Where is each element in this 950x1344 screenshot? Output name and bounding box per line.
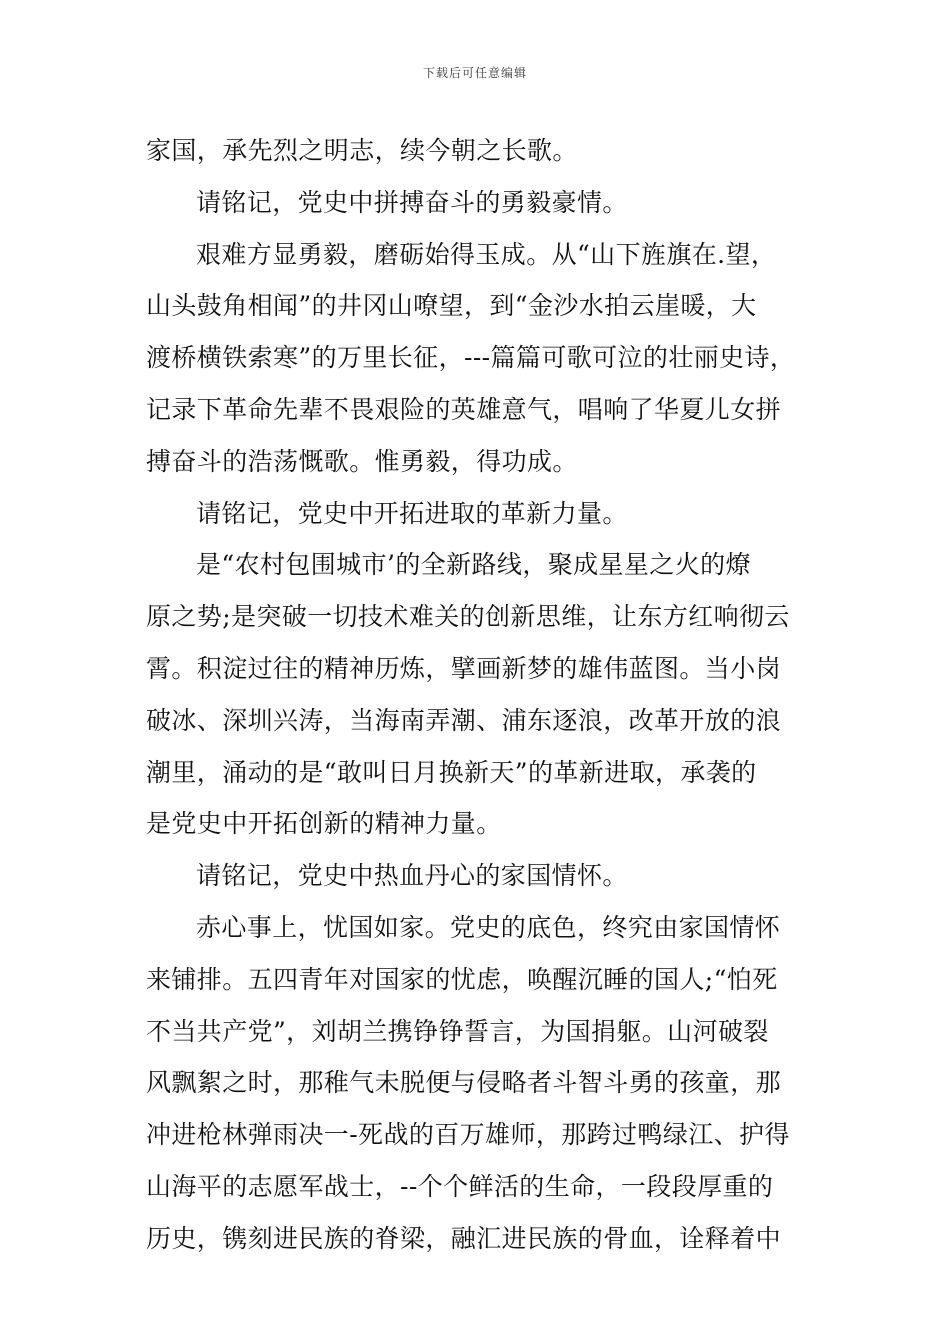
text-line: 冲进枪林弹雨决一-死战的百万雄师，那跨过鸭绿江、护得 — [146, 1120, 790, 1150]
text-line: 搏奋斗的浩荡慨歌。惟勇毅，得功成。 — [146, 446, 578, 476]
page-header: 下载后可任意编辑 — [422, 66, 527, 80]
document-body — [146, 125, 818, 1265]
text-line: 记录下革命先辈不畏艰险的英雄意气，唱响了华夏儿女拼 — [146, 394, 782, 424]
text-line: 赤心事上，忧国如家。党史的底色，终究由家国情怀 — [196, 912, 781, 942]
text-line: 是“农村包围城市’的全新路线，聚成星星之火的燎 — [196, 550, 751, 580]
text-line: 霄。积淀过往的精神历炼，擘画新梦的雄伟蓝图。当小岗 — [146, 653, 782, 683]
text-line: 潮里，涌动的是“敢叫日月换新天”的革新进取，承袭的 — [146, 757, 757, 787]
text-line: 是党史中开拓创新的精神力量。 — [146, 809, 502, 839]
text-line: 艰难方显勇毅，磨砺始得玉成。从“山下旌旗在.望， — [196, 239, 777, 269]
text-line: 渡桥横铁索寒”的万里长征，---篇篇可歌可泣的壮丽史诗， — [146, 343, 796, 373]
text-line: 破冰、深圳兴涛，当海南弄潮、浦东逐浪，改革开放的浪 — [146, 705, 782, 735]
text-line: 原之势;是突破一切技术难关的创新思维，让东方红响彻云 — [146, 602, 790, 632]
text-line: 请铭记，党史中开拓进取的革新力量。 — [196, 498, 628, 528]
text-line: 家国，承先烈之明志，续今朝之长歌。 — [146, 136, 578, 165]
text-line: 历史，镌刻进民族的脊梁，融汇进民族的骨血，诠释着中 — [146, 1223, 782, 1253]
text-line: 风飘絮之时，那稚气未脱便与侵略者斗智斗勇的孩童，那 — [146, 1068, 782, 1098]
text-line: 来铺排。五四青年对国家的忧虑，唤醒沉睡的国人;“怕死 — [146, 964, 778, 994]
text-line: 不当共产党”，刘胡兰携铮铮誓言，为国捐躯。山河破裂 — [146, 1016, 769, 1046]
text-line: 请铭记，党史中热血丹心的家国情怀。 — [196, 861, 628, 891]
text-line: 请铭记，党史中拼搏奋斗的勇毅豪情。 — [196, 187, 628, 217]
text-line: 山海平的志愿军战士，--个个鲜活的生命，一段段厚重的 — [146, 1171, 774, 1201]
text-line: 山头鼓角相闻”的井冈山嘹望，到“金沙水拍云崖暖，大 — [146, 291, 757, 321]
